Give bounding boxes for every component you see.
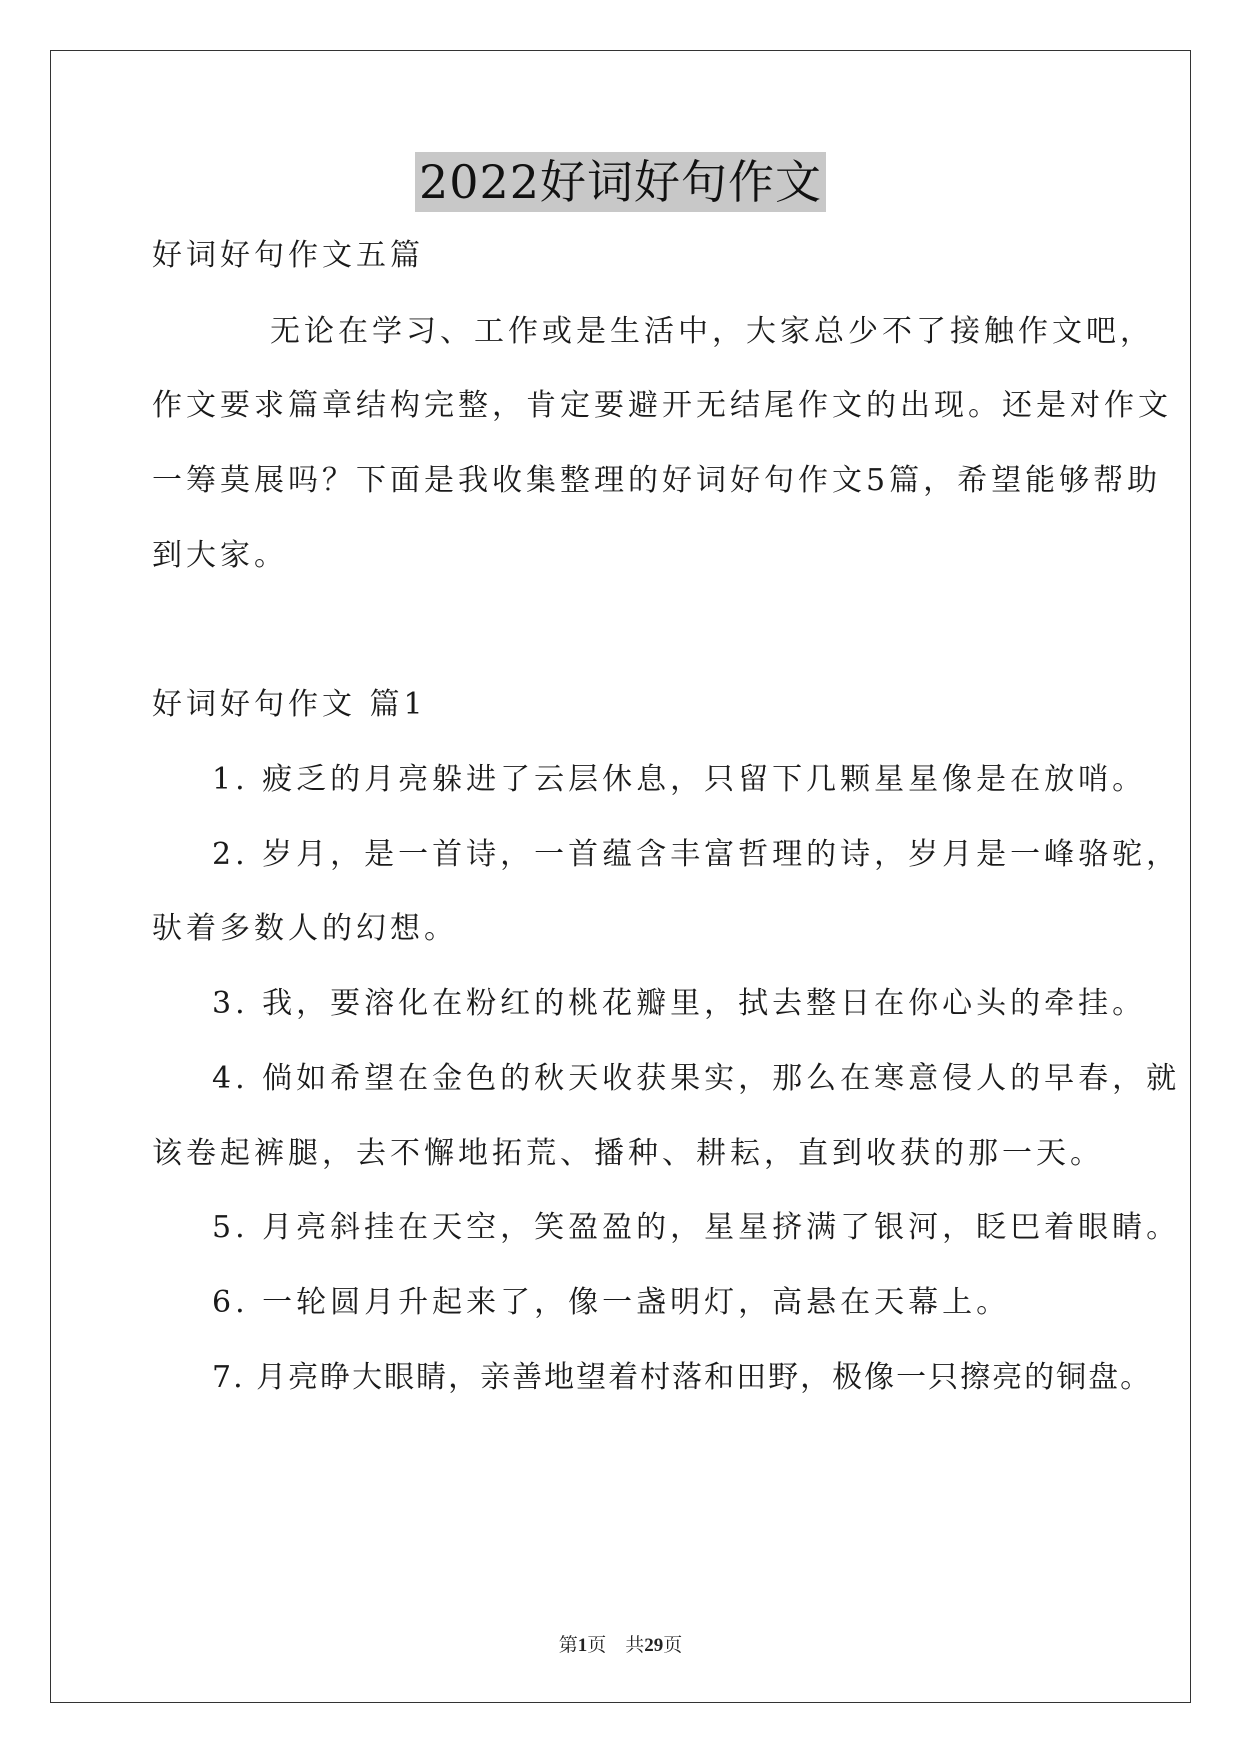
intro-line-1: 无论在学习、工作或是生活中，大家总少不了接触作文吧， (270, 314, 1154, 349)
page-border (50, 50, 1191, 1703)
intro-line-4: 到大家。 (152, 538, 288, 573)
total-suffix: 页 (663, 1635, 683, 1656)
list-item-4: 4. 倘如希望在金色的秋天收获果实，那么在寒意侵人的早春，就 (212, 1061, 1181, 1096)
total-prefix: 共 (625, 1635, 645, 1656)
subtitle: 好词好句作文五篇 (152, 238, 424, 273)
intro-line-3: 一筹莫展吗？下面是我收集整理的好词好句作文5篇，希望能够帮助 (152, 463, 1162, 498)
document-title: 2022好词好句作文 (415, 152, 826, 212)
page-number: 1 (577, 1635, 588, 1656)
list-item-5: 5. 月亮斜挂在天空，笑盈盈的，星星挤满了银河，眨巴着眼睛。 (212, 1210, 1181, 1245)
list-item-1: 1. 疲乏的月亮躲进了云层休息，只留下几颗星星像是在放哨。 (212, 762, 1147, 797)
total-pages: 29 (644, 1635, 664, 1656)
intro-line-2: 作文要求篇章结构完整，肯定要避开无结尾作文的出现。还是对作文 (152, 388, 1172, 423)
page-prefix: 第 (558, 1635, 578, 1656)
list-item-2: 2. 岁月，是一首诗，一首蕴含丰富哲理的诗，岁月是一峰骆驼， (212, 837, 1181, 872)
page-footer (0, 1630, 1241, 1657)
page-suffix: 页 (587, 1635, 607, 1656)
title-container (0, 152, 1241, 212)
section-heading: 好词好句作文 篇1 (152, 687, 427, 722)
list-item-7: 7. 月亮睁大眼睛，亲善地望着村落和田野，极像一只擦亮的铜盘。 (212, 1360, 1153, 1395)
list-item-2-cont: 驮着多数人的幻想。 (152, 911, 458, 946)
list-item-3: 3. 我，要溶化在粉红的桃花瓣里，拭去整日在你心头的牵挂。 (212, 986, 1147, 1021)
list-item-4-cont: 该卷起裤腿，去不懈地拓荒、播种、耕耘，直到收获的那一天。 (152, 1136, 1104, 1171)
list-item-6: 6. 一轮圆月升起来了，像一盏明灯，高悬在天幕上。 (212, 1285, 1011, 1320)
